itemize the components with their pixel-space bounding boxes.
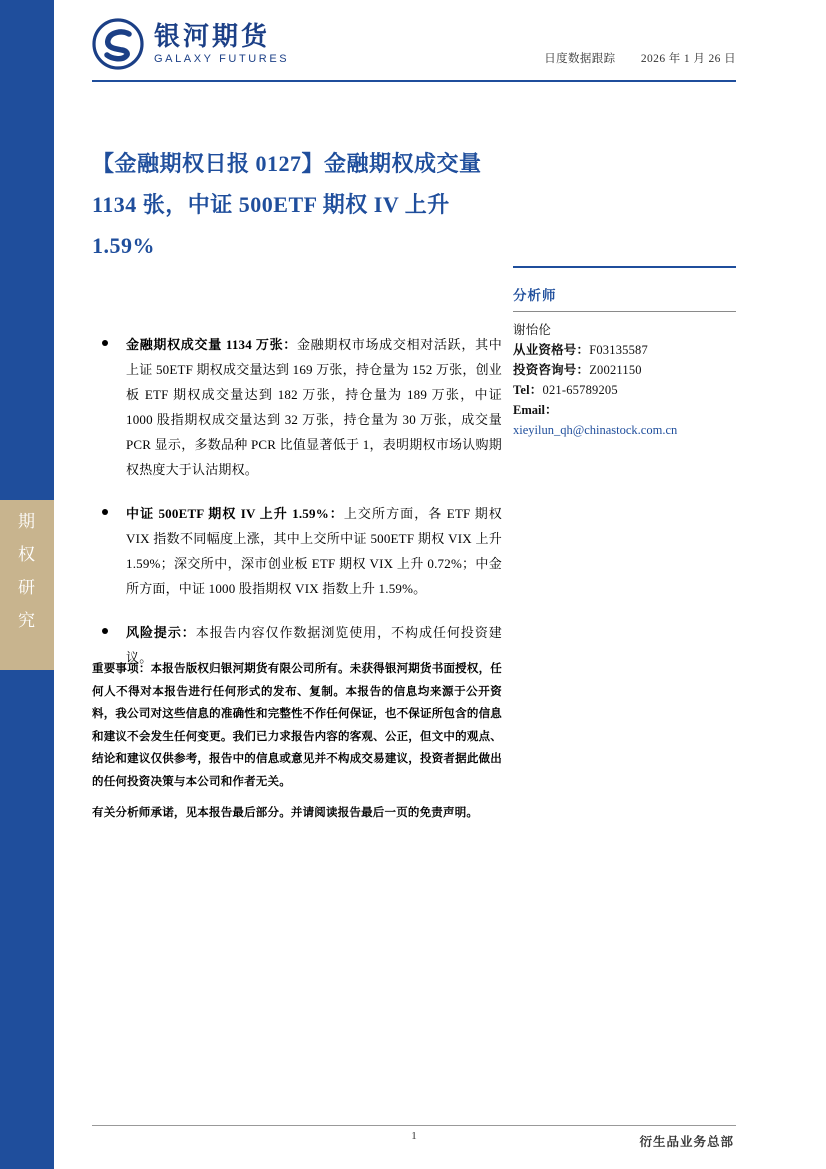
sidebar-vertical-label xyxy=(0,505,54,637)
analyst-qualification xyxy=(513,340,736,360)
analyst-email-label: Email： xyxy=(513,403,558,417)
bullet-lead: 中证 500ETF 期权 IV 上升 1.59%： xyxy=(126,506,344,521)
galaxy-logo-icon xyxy=(92,18,144,70)
header-meta xyxy=(544,50,736,66)
disclaimer-paragraph-2: 有关分析师承诺，见本报告最后部分。并请阅读报告最后一页的免责声明。 xyxy=(92,807,479,819)
summary-bullets xyxy=(92,332,502,689)
analyst-tel-value: 021-65789205 xyxy=(542,383,618,397)
sidebar-bar-bottom xyxy=(0,670,54,1169)
list-item xyxy=(92,332,502,482)
document-header xyxy=(92,14,736,78)
sidebar-label-char-1: 期 xyxy=(18,512,36,531)
brand-name-cn: 银河期货 xyxy=(154,21,271,51)
report-type-label: 日度数据跟踪 xyxy=(544,53,616,65)
bullet-body: 本报告内容仅作数据浏览使用，不构成任何投资建议。 xyxy=(126,625,502,665)
disclaimer-lead: 重要事项： xyxy=(92,663,151,675)
analyst-qualification-value: F03135587 xyxy=(589,343,648,357)
analyst-name: 谢怡伦 xyxy=(513,323,552,337)
brand-logo xyxy=(92,18,289,70)
bullet-dot-icon xyxy=(102,628,108,634)
analyst-heading: 分析师 xyxy=(513,288,557,303)
disclaimer-block xyxy=(92,658,502,825)
sidebar-bar-top xyxy=(0,0,54,500)
bullet-text xyxy=(126,501,502,601)
page-title: 【金融期权日报 0127】金融期权成交量 1134 张，中证 500ETF 期权 IV 上升 1.59% xyxy=(92,151,482,258)
sidebar-label-char-3: 研 xyxy=(18,578,36,597)
list-item xyxy=(92,501,502,601)
brand-text xyxy=(154,22,289,67)
analyst-email-value[interactable]: xieyilun_qh@chinastock.com.cn xyxy=(513,423,678,437)
footer-department: 衍生品业务总部 xyxy=(639,1135,734,1149)
bullet-body: 金融期权市场成交相对活跃，其中上证 50ETF 期权成交量达到 169 万张，持仓量为 152 万张，创业板 ETF 期权成交量达到 182 万张，持仓量为 189 万张，中证 1000 股指期权成交量达到 32 万张，持仓量为 30 万张，成交量 PCR 显示，多数品种 PCR 比值显著低于 1，表明期权市场认购期权热度大于认沽期权。 xyxy=(126,337,502,477)
bullet-lead: 金融期权成交量 1134 万张： xyxy=(126,337,297,352)
analyst-consult-value: Z0021150 xyxy=(589,363,642,377)
analyst-panel xyxy=(513,284,736,440)
bullet-dot-icon xyxy=(102,340,108,346)
analyst-qualification-label: 从业资格号： xyxy=(513,343,590,357)
header-divider xyxy=(92,80,736,82)
bullet-text xyxy=(126,332,502,482)
analyst-divider xyxy=(513,311,736,312)
analyst-consult xyxy=(513,360,736,380)
bullet-lead: 风险提示： xyxy=(126,625,196,640)
report-date: 2026 年 1 月 26 日 xyxy=(640,53,736,65)
page-number: 1 xyxy=(411,1130,417,1142)
sidebar-label-char-2: 权 xyxy=(18,545,36,564)
footer-divider xyxy=(92,1125,736,1126)
disclaimer-body: 本报告版权归银河期货有限公司所有。未获得银河期货书面授权，任何人不得对本报告进行任何形式的发布、复制。本报告的信息均来源于公开资料，我公司对这些信息的准确性和完整性不作任何保证，也不保证所包含的信息和建议不会发生任何变更。我们已力求报告内容的客观、公正，但文中的观点、结论和建议仅供参考，报告中的信息或意见并不构成交易建议，投资者据此做出的任何投资决策与本公司和作者无关。 xyxy=(92,663,503,788)
bullet-body: 上交所方面，各 ETF 期权 VIX 指数不同幅度上涨，其中上交所中证 500ETF 期权 VIX 上升 1.59%；深交所中，深市创业板 ETF 期权 VIX 上升 0.72%；中金所方面，中证 1000 股指期权 VIX 指数上升 1.59%。 xyxy=(126,506,502,596)
brand-name-en: GALAXY FUTURES xyxy=(154,52,290,65)
analyst-tel-label: Tel： xyxy=(513,383,543,397)
bullet-dot-icon xyxy=(102,509,108,515)
analyst-tel xyxy=(513,380,736,400)
sidebar-label-char-4: 究 xyxy=(18,611,36,630)
analyst-top-divider xyxy=(513,266,736,268)
analyst-consult-label: 投资咨询号： xyxy=(513,363,590,377)
disclaimer-paragraph-1 xyxy=(92,658,502,793)
